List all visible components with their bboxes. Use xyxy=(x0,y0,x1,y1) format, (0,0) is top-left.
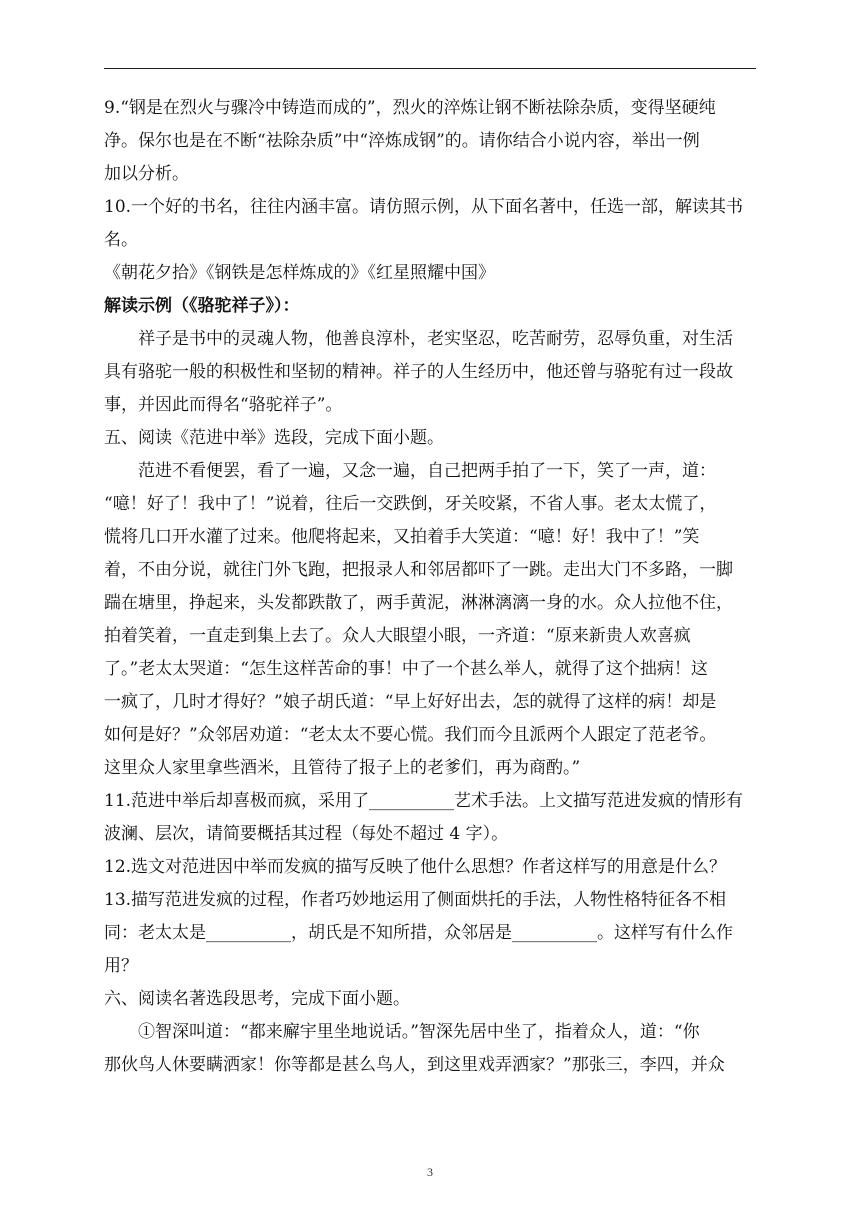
text-line: 如何是好？”众邻居劝道：“老太太不要心慌。我们而今且派两个人跟定了范老爷。 xyxy=(104,725,717,745)
text-line: 12.选文对范进因中举而发疯的描写反映了他什么思想？作者这样写的用意是什么？ xyxy=(104,857,727,877)
header-rule xyxy=(104,68,756,69)
text-line: 慌将几口开水灌了过来。他爬将起来，又拍着手大笑道：“噫！好！我中了！”笑 xyxy=(104,527,700,547)
text-line: 五、阅读《范进中举》选段，完成下面小题。 xyxy=(104,428,444,448)
text-line: “噫！好了！我中了！”说着，往后一交跌倒，牙关咬紧，不省人事。老太太慌了， xyxy=(104,494,717,514)
text-line: 拍着笑着，一直走到集上去了。众人大眼望小眼，一齐道：“原来新贵人欢喜疯 xyxy=(104,626,691,646)
text-line: 范进不看便罢，看了一遍，又念一遍，自己把两手拍了一下，笑了一声，道： xyxy=(138,461,716,481)
text-line: 10.一个好的书名，往往内涵丰富。请仿照示例，从下面名著中，任选一部，解读其书 xyxy=(104,197,744,217)
text-line: 波澜、层次，请简要概括其过程（每处不超过 4 字）。 xyxy=(104,824,509,844)
text-line: 六、阅读名著选段思考，完成下面小题。 xyxy=(104,989,410,1009)
text-line: 踹在塘里，挣起来，头发都跌散了，两手黄泥，淋淋漓漓一身的水。众人拉他不住， xyxy=(104,593,733,613)
text-line: 《朝花夕拾》《钢铁是怎样炼成的》《红星照耀中国》 xyxy=(104,263,495,283)
text-line: 事，并因此而得名“骆驼祥子”。 xyxy=(104,395,343,415)
text-line: 这里众人家里拿些酒米，且管待了报子上的老爹们，再为商酌。” xyxy=(104,758,581,778)
text-line: 同：老太太是__________，胡氏是不知所措，众邻居是__________。这样写有什么作 xyxy=(104,923,733,943)
page-number: 3 xyxy=(427,1165,433,1179)
text-line: 净。保尔也是在不断“祛除杂质”中“淬炼成钢”的。请你结合小说内容，举出一例 xyxy=(104,131,700,151)
text-line: 名。 xyxy=(104,230,138,250)
text-line: 用？ xyxy=(104,956,138,976)
text-line: 着，不由分说，就往门外飞跑，把报录人和邻居都吓了一跳。走出大门不多路，一脚 xyxy=(104,560,733,580)
text-line: 9.“钢是在烈火与骤冷中铸造而成的”，烈火的淬炼让钢不断祛除杂质，变得坚硬纯 xyxy=(104,98,716,118)
text-line: 了。”老太太哭道：“怎生这样苦命的事！中了一个甚么举人，就得了这个拙病！这 xyxy=(104,659,708,679)
text-line: 祥子是书中的灵魂人物，他善良淳朴，老实坚忍，吃苦耐劳，忍辱负重，对生活 xyxy=(138,329,733,349)
text-line: 13.描写范进发疯的过程，作者巧妙地运用了侧面烘托的手法，人物性格特征各不相 xyxy=(104,890,727,910)
text-line: 加以分析。 xyxy=(104,164,189,184)
text-line: 解读示例（《骆驼祥子》）： xyxy=(104,296,300,316)
text-line: 具有骆驼一般的积极性和坚韧的精神。祥子的人生经历中，他还曾与骆驼有过一段故 xyxy=(104,362,733,382)
text-line: 11.范进中举后却喜极而疯，采用了__________艺术手法。上文描写范进发疯的情形有 xyxy=(104,791,744,811)
text-line: ①智深叫道：“都来廨宇里坐地说话。”智深先居中坐了，指着众人，道：“你 xyxy=(138,1022,700,1042)
document-body xyxy=(104,92,756,1082)
text-line: 一疯了，几时才得好？”娘子胡氏道：“早上好好出去，怎的就得了这样的病！却是 xyxy=(104,692,717,712)
text-line: 那伙鸟人休要瞒洒家！你等都是甚么鸟人，到这里戏弄洒家？”那张三，李四，并众 xyxy=(104,1055,725,1075)
